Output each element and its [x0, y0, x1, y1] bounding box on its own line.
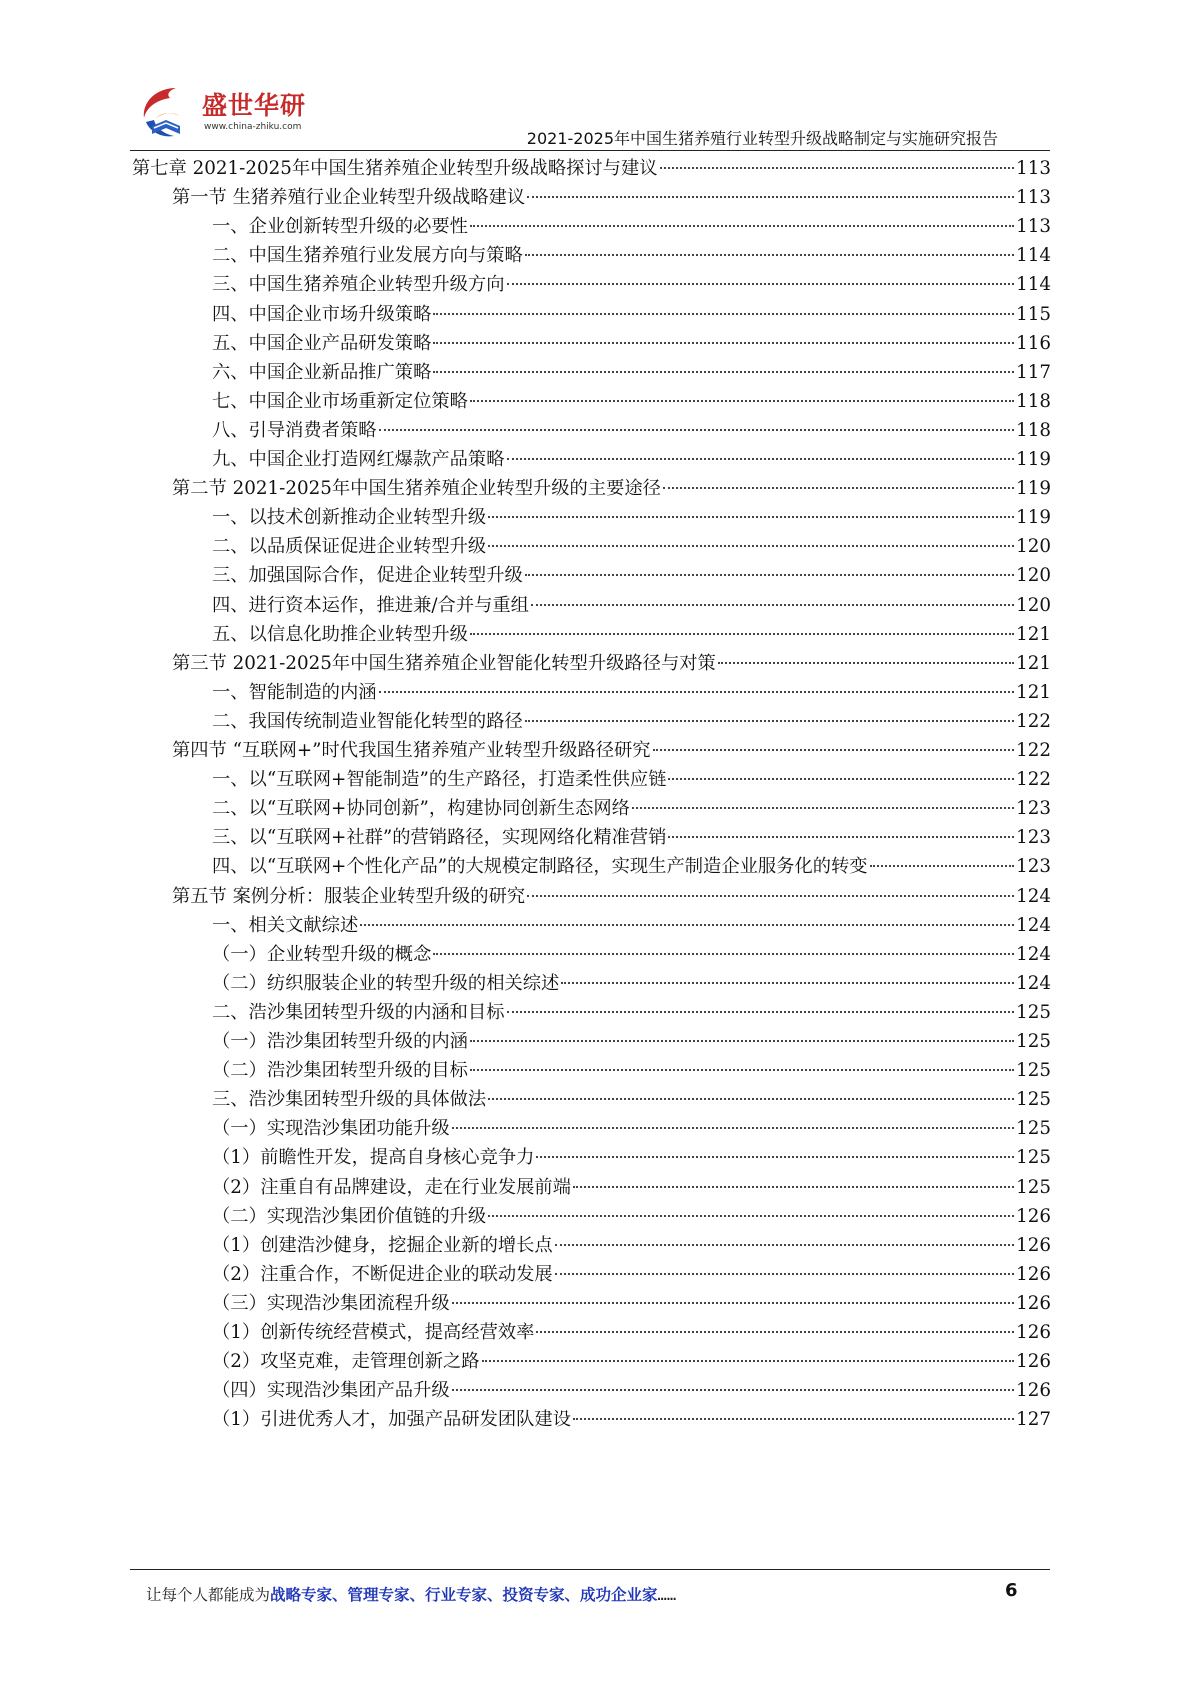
toc-leader-dots — [470, 400, 1014, 402]
toc-entry-title: 八、引导消费者策略 — [212, 419, 377, 441]
toc-entry[interactable] — [212, 1259, 1051, 1290]
toc-entry-title: 二、中国生猪养殖行业发展方向与策略 — [212, 245, 523, 267]
toc-entry[interactable] — [212, 1084, 1051, 1115]
footer-divider — [130, 1569, 1050, 1570]
toc-entry-page: 126 — [1016, 1351, 1051, 1373]
toc-entry-page: 126 — [1016, 1380, 1051, 1402]
toc-leader-dots — [433, 313, 1014, 315]
toc-entry-page: 125 — [1016, 1031, 1051, 1052]
toc-entry-title: 三、浩沙集团转型升级的具体做法 — [212, 1089, 487, 1111]
toc-leader-dots — [573, 1418, 1014, 1420]
toc-entry-title: （一）实现浩沙集团功能升级 — [212, 1118, 450, 1140]
toc-leader-dots — [452, 1127, 1014, 1129]
toc-entry[interactable] — [212, 1172, 1051, 1203]
toc-entry-title: （1）创建浩沙健身，挖掘企业新的增长点 — [212, 1234, 553, 1256]
toc-leader-dots — [525, 574, 1014, 576]
toc-entry[interactable] — [212, 415, 1051, 446]
toc-entry[interactable] — [212, 560, 1051, 591]
toc-entry-page: 114 — [1016, 274, 1051, 296]
toc-entry[interactable] — [212, 386, 1051, 417]
toc-entry-title: （三）实现浩沙集团流程升级 — [212, 1292, 450, 1314]
toc-entry-title: 四、进行资本运作，推进兼/合并与重组 — [212, 594, 529, 616]
toc-entry-title: 一、相关文献综述 — [212, 914, 359, 936]
toc-leader-dots — [379, 429, 1015, 431]
toc-entry-title: 第二节 2021-2025年中国生猪养殖企业转型升级的主要途径 — [172, 478, 661, 500]
toc-entry[interactable] — [172, 881, 1051, 912]
toc-entry-title: 一、以技术创新推动企业转型升级 — [212, 507, 487, 529]
toc-entry[interactable] — [172, 735, 1051, 766]
toc-entry[interactable] — [212, 619, 1051, 650]
toc-entry[interactable] — [212, 764, 1051, 795]
toc-entry-page: 118 — [1016, 419, 1051, 441]
toc-leader-dots — [507, 458, 1015, 460]
toc-entry[interactable] — [212, 1113, 1051, 1144]
toc-entry-title: 二、以品质保证促进企业转型升级 — [212, 536, 487, 558]
toc-entry-page: 125 — [1016, 1118, 1051, 1140]
toc-leader-dots — [433, 342, 1014, 344]
toc-leader-dots — [482, 1360, 1015, 1362]
toc-entry-page: 120 — [1016, 565, 1051, 587]
footer-prefix: 让每个人都能成为 — [146, 1586, 271, 1604]
toc-entry-page: 114 — [1016, 245, 1051, 267]
toc-entry[interactable] — [212, 269, 1051, 300]
toc-leader-dots — [660, 167, 1015, 169]
toc-entry-title: 五、中国企业产品研发策略 — [212, 332, 432, 354]
toc-entry[interactable] — [212, 240, 1051, 271]
toc-entry[interactable] — [212, 531, 1051, 562]
toc-leader-dots — [452, 1302, 1014, 1304]
toc-leader-dots — [536, 1331, 1014, 1333]
toc-leader-dots — [870, 865, 1015, 867]
toc-entry-title: 一、以“互联网+智能制造”的生产路径，打造柔性供应链 — [212, 769, 667, 791]
toc-leader-dots — [525, 720, 1014, 722]
toc-entry[interactable] — [212, 299, 1051, 330]
toc-entry-page: 121 — [1016, 681, 1051, 703]
toc-leader-dots — [525, 254, 1014, 256]
toc-leader-dots — [507, 1011, 1015, 1013]
toc-entry[interactable] — [212, 706, 1051, 737]
company-logo — [136, 82, 336, 148]
toc-entry-title: 第七章 2021-2025年中国生猪养殖企业转型升级战略探讨与建议 — [132, 158, 658, 179]
toc-entry-title: 第四节 “互联网+”时代我国生猪养殖产业转型升级路径研究 — [172, 740, 651, 761]
toc-entry-title: （2）攻坚克难，走管理创新之路 — [212, 1351, 480, 1373]
footer-suffix: …… — [657, 1586, 677, 1604]
toc-leader-dots — [527, 196, 1014, 198]
toc-entry-page: 127 — [1016, 1409, 1051, 1431]
toc-entry-page: 123 — [1016, 798, 1051, 820]
toc-entry-page: 126 — [1016, 1292, 1051, 1314]
toc-entry-title: （二）纺织服装企业的转型升级的相关综述 — [212, 972, 560, 994]
toc-entry-page: 124 — [1016, 885, 1051, 907]
toc-entry-page: 117 — [1016, 361, 1051, 383]
toc-entry-page: 125 — [1016, 1176, 1051, 1198]
toc-entry-title: 一、企业创新转型升级的必要性 — [212, 216, 468, 238]
toc-entry-page: 123 — [1016, 856, 1051, 878]
toc-entry[interactable] — [212, 211, 1051, 242]
toc-entry-page: 125 — [1016, 1089, 1051, 1111]
toc-entry[interactable] — [212, 1142, 1051, 1173]
toc-entry[interactable] — [212, 1375, 1051, 1406]
toc-leader-dots — [433, 953, 1014, 955]
toc-leader-dots — [668, 778, 1014, 780]
toc-entry-page: 126 — [1016, 1205, 1051, 1227]
toc-entry[interactable] — [212, 997, 1051, 1028]
toc-entry-title: （1）创新传统经营模式，提高经营效率 — [212, 1322, 535, 1343]
toc-entry[interactable] — [212, 1317, 1051, 1348]
toc-entry[interactable] — [212, 677, 1051, 708]
page-number: 6 — [1005, 1580, 1018, 1601]
toc-leader-dots — [653, 749, 1015, 751]
toc-entry-page: 126 — [1016, 1263, 1051, 1285]
logo-text: 盛世华研 — [202, 91, 307, 120]
toc-entry-page: 125 — [1016, 1147, 1051, 1169]
toc-entry[interactable] — [212, 590, 1051, 621]
toc-entry[interactable] — [212, 968, 1051, 999]
toc-entry-page: 118 — [1016, 390, 1051, 412]
toc-entry[interactable] — [212, 502, 1051, 533]
toc-leader-dots — [470, 1069, 1014, 1071]
toc-entry-title: 四、中国企业市场升级策略 — [212, 303, 432, 325]
toc-entry[interactable] — [212, 1404, 1051, 1435]
toc-entry-title: 三、加强国际合作，促进企业转型升级 — [212, 565, 523, 587]
toc-entry[interactable] — [212, 444, 1051, 475]
page-header — [0, 0, 1191, 150]
toc-entry-title: （一）浩沙集团转型升级的内涵 — [212, 1031, 468, 1052]
toc-entry-page: 119 — [1016, 449, 1051, 470]
report-title: 2021-2025年中国生猪养殖行业转型升级战略制定与实施研究报告 — [526, 129, 998, 148]
toc-leader-dots — [531, 604, 1014, 606]
toc-leader-dots — [632, 807, 1014, 809]
toc-entry[interactable] — [172, 182, 1051, 213]
toc-leader-dots — [555, 1244, 1014, 1246]
toc-entry-page: 124 — [1016, 943, 1051, 965]
logo-emblem-icon — [136, 82, 200, 144]
toc-leader-dots — [573, 1186, 1014, 1188]
toc-entry-page: 113 — [1016, 187, 1051, 209]
toc-leader-dots — [527, 895, 1014, 897]
toc-entry-page: 122 — [1016, 710, 1051, 732]
toc-entry[interactable] — [212, 822, 1051, 853]
toc-entry[interactable] — [212, 1230, 1051, 1261]
toc-entry-page: 122 — [1016, 769, 1051, 791]
toc-entry-title: 七、中国企业市场重新定位策略 — [212, 390, 468, 412]
toc-entry-page: 120 — [1016, 536, 1051, 558]
toc-entry[interactable] — [172, 473, 1051, 504]
footer-slogan — [146, 1583, 676, 1605]
toc-leader-dots — [488, 545, 1014, 547]
toc-entry-title: 三、中国生猪养殖企业转型升级方向 — [212, 274, 505, 296]
toc-leader-dots — [452, 1389, 1014, 1391]
toc-entry-title: 九、中国企业打造网红爆款产品策略 — [212, 449, 505, 470]
toc-entry-page: 123 — [1016, 827, 1051, 849]
toc-entry[interactable] — [212, 1026, 1051, 1057]
footer-highlight: 战略专家、管理专家、行业专家、投资专家、成功企业家 — [270, 1586, 658, 1604]
toc-entry[interactable] — [212, 851, 1051, 882]
toc-entry-title: 第三节 2021-2025年中国生猪养殖企业智能化转型升级路径与对策 — [172, 652, 716, 674]
toc-entry-page: 121 — [1016, 623, 1051, 645]
toc-entry-title: （2）注重自有品牌建设，走在行业发展前端 — [212, 1176, 571, 1198]
toc-entry[interactable] — [212, 939, 1051, 970]
toc-entry-page: 125 — [1016, 1001, 1051, 1023]
toc-entry-title: （二）浩沙集团转型升级的目标 — [212, 1060, 468, 1082]
toc-entry[interactable] — [212, 1288, 1051, 1319]
toc-entry[interactable] — [212, 328, 1051, 359]
logo-url: www.china-zhiku.com — [204, 122, 302, 132]
toc-entry-page: 122 — [1016, 740, 1051, 761]
toc-entry[interactable] — [212, 1055, 1051, 1086]
toc-entry[interactable] — [212, 357, 1051, 388]
toc-entry-title: 第五节 案例分析：服装企业转型升级的研究 — [172, 885, 526, 907]
toc-entry-page: 115 — [1016, 303, 1051, 325]
toc-leader-dots — [433, 371, 1014, 373]
header-divider — [130, 150, 1050, 151]
toc-entry-title: 五、以信息化助推企业转型升级 — [212, 623, 468, 645]
toc-entry-title: （1）前瞻性开发，提高自身核心竞争力 — [212, 1147, 535, 1169]
toc-entry-page: 124 — [1016, 972, 1051, 994]
toc-leader-dots — [360, 924, 1014, 926]
toc-leader-dots — [536, 1156, 1014, 1158]
toc-entry-title: （四）实现浩沙集团产品升级 — [212, 1380, 450, 1402]
toc-entry-page: 126 — [1016, 1322, 1051, 1343]
toc-entry-title: （一）企业转型升级的概念 — [212, 943, 432, 965]
toc-entry-title: 一、智能制造的内涵 — [212, 681, 377, 703]
toc-entry-page: 119 — [1016, 507, 1051, 529]
toc-leader-dots — [488, 516, 1014, 518]
toc-entry[interactable] — [212, 1201, 1051, 1232]
toc-leader-dots — [507, 283, 1015, 285]
toc-entry-page: 124 — [1016, 914, 1051, 936]
toc-leader-dots — [488, 1215, 1014, 1217]
toc-entry-title: 二、浩沙集团转型升级的内涵和目标 — [212, 1001, 505, 1023]
toc-leader-dots — [470, 225, 1014, 227]
toc-entry[interactable] — [172, 648, 1051, 679]
toc-entry[interactable] — [212, 910, 1051, 941]
toc-entry-title: （1）引进优秀人才，加强产品研发团队建设 — [212, 1409, 571, 1431]
toc-leader-dots — [718, 662, 1014, 664]
toc-entry-page: 116 — [1016, 332, 1051, 354]
toc-leader-dots — [663, 487, 1014, 489]
toc-leader-dots — [561, 982, 1014, 984]
toc-leader-dots — [555, 1273, 1014, 1275]
toc-entry-title: 六、中国企业新品推广策略 — [212, 361, 432, 383]
toc-leader-dots — [470, 1040, 1014, 1042]
toc-entry-page: 119 — [1016, 478, 1051, 500]
toc-entry-page: 113 — [1016, 158, 1051, 179]
toc-leader-dots — [488, 1098, 1014, 1100]
toc-entry-page: 120 — [1016, 594, 1051, 616]
toc-entry-title: 四、以“互联网+个性化产品”的大规模定制路径，实现生产制造企业服务化的转变 — [212, 856, 868, 878]
toc-entry-page: 113 — [1016, 216, 1051, 238]
toc-entry-page: 125 — [1016, 1060, 1051, 1082]
toc-entry-page: 121 — [1016, 652, 1051, 674]
toc-entry[interactable] — [212, 1346, 1051, 1377]
toc-entry-page: 126 — [1016, 1234, 1051, 1256]
toc-entry-title: 三、以“互联网+社群”的营销路径，实现网络化精准营销 — [212, 827, 667, 849]
toc-leader-dots — [470, 633, 1014, 635]
toc-entry-title: （二）实现浩沙集团价值链的升级 — [212, 1205, 487, 1227]
toc-leader-dots — [668, 836, 1014, 838]
toc-entry-title: （2）注重合作，不断促进企业的联动发展 — [212, 1263, 553, 1285]
toc-leader-dots — [379, 691, 1015, 693]
toc-entry[interactable] — [132, 153, 1051, 184]
toc-entry-title: 第一节 生猪养殖行业企业转型升级战略建议 — [172, 187, 526, 209]
toc-entry-title: 二、我国传统制造业智能化转型的路径 — [212, 710, 523, 732]
toc-entry[interactable] — [212, 793, 1051, 824]
toc-entry-title: 二、以“互联网+协同创新”，构建协同创新生态网络 — [212, 798, 630, 820]
